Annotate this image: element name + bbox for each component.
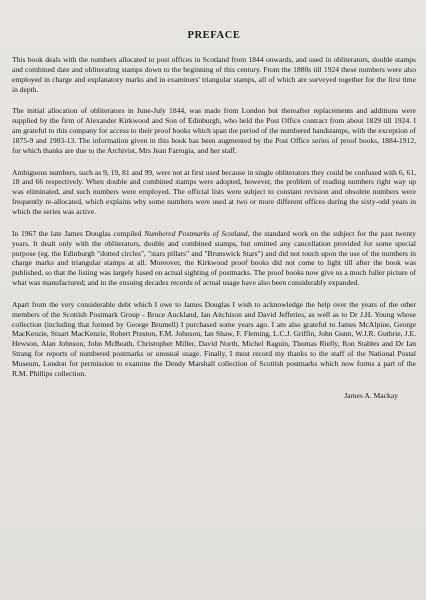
paragraph-acknowledgements: Apart from the very considerable debt which I owe to James Douglas I wish to acknowledge the help over the years of the other members of the Scottish Postmark Group - Bruce Auckland, Ian Aitchison and David Jefferies, as well as to Dr J.H. Young whose collection (including that formed by George Brumell) I purchased some years ago. I am also grateful to James McAlpine, George MacKenzie, Stuart MacKenzie, Robert Preston, F.M. Johnson, Ian Shaw, F. Fleming, L.C.J. Griffin, John Gunn, W.J.R. Guthrie, J.E. Hewson, Alan Johnson, John McBeath, Christopher Miller, David North, Michel Raguin, Thomas Rielly, Ron Stables and Dr Ian Strang for reports of numbered postmarks or unusual usage. Finally, I must record my thanks to the staff of the National Postal Museum, London for permission to examine the Dendy Marshall collection of Scottish postmarks which now forms a part of the R.M. Phillips collection. xyxy=(12,299,416,378)
page-title: PREFACE xyxy=(187,30,241,41)
paragraph-allocation: The initial allocation of obliterators in June-July 1844, was made from London but thereafter replacements and additions were supplied by the firm of Alexander Kirkwood and Son of Edinburgh, who held the Post Office contract from about 1829 till 1924. I am grateful to this company for access to their proof books which span the period of the numbered handstamps, with the exception of 1875-9 and 1903-13. The information given in this book has been augmented by the Post Office series of proof books, 1884-1912, for which thanks are due to the Archivist, Mrs Jean Farrugia, and her staff. xyxy=(12,106,416,155)
paragraph-scope: This book deals with the numbers allocated to post offices in Scotland from 1844 onwards, and used in obliterators, double stamps and combined date and obliterating stamps down to the beginning of this century. From the 1880s till 1924 these numbers were also employed in charge and explanatory marks and in examiners' triangular stamps, all of which are surveyed together for the first time in depth. xyxy=(12,55,416,94)
paragraph-douglas-lead: In 1967 the late James Douglas compiled xyxy=(12,228,145,238)
paragraph-douglas xyxy=(12,229,416,288)
paragraph-ambiguous-numbers: Ambiguous numbers, such as 9, 19, 81 and 99, were not at first used because in single obliterators they could be confused with 6, 61, 18 and 66 respectively. When double and combined stamps were adopted, however, the problem of reading numbers right way up was eliminated, and such numbers were employed. The official lists were subject to constant revision and obsolete numbers were frequently re-allocated, which explains why some numbers were used at two or more different offices during the sixty-odd years in which the series was active. xyxy=(12,167,416,216)
author-signature: James A. Mackay xyxy=(344,390,398,400)
book-title: Numbered Postmarks of Scotland xyxy=(144,228,248,238)
paragraph-douglas-rest: , the standard work on the subject for the past twenty years. It dealt only with the obliterators, double and combined stamps, but omitted any cancellation provided for some special purpose (eg. the Edinburgh "dotted circles", "stars pillars" and "Brunswick Stars") and did not touch upon the use of the numbers in charge marks and triangular stamps at all. Moreover, the Kirkwood proof books did not come to light till after the book was published, so that the listing was largely based on actual sighting of postmarks. The proof books now give us a much fuller picture of what was manufactured; and in the ensuing decades records of actual usage have also been considerably expanded. xyxy=(12,228,416,288)
